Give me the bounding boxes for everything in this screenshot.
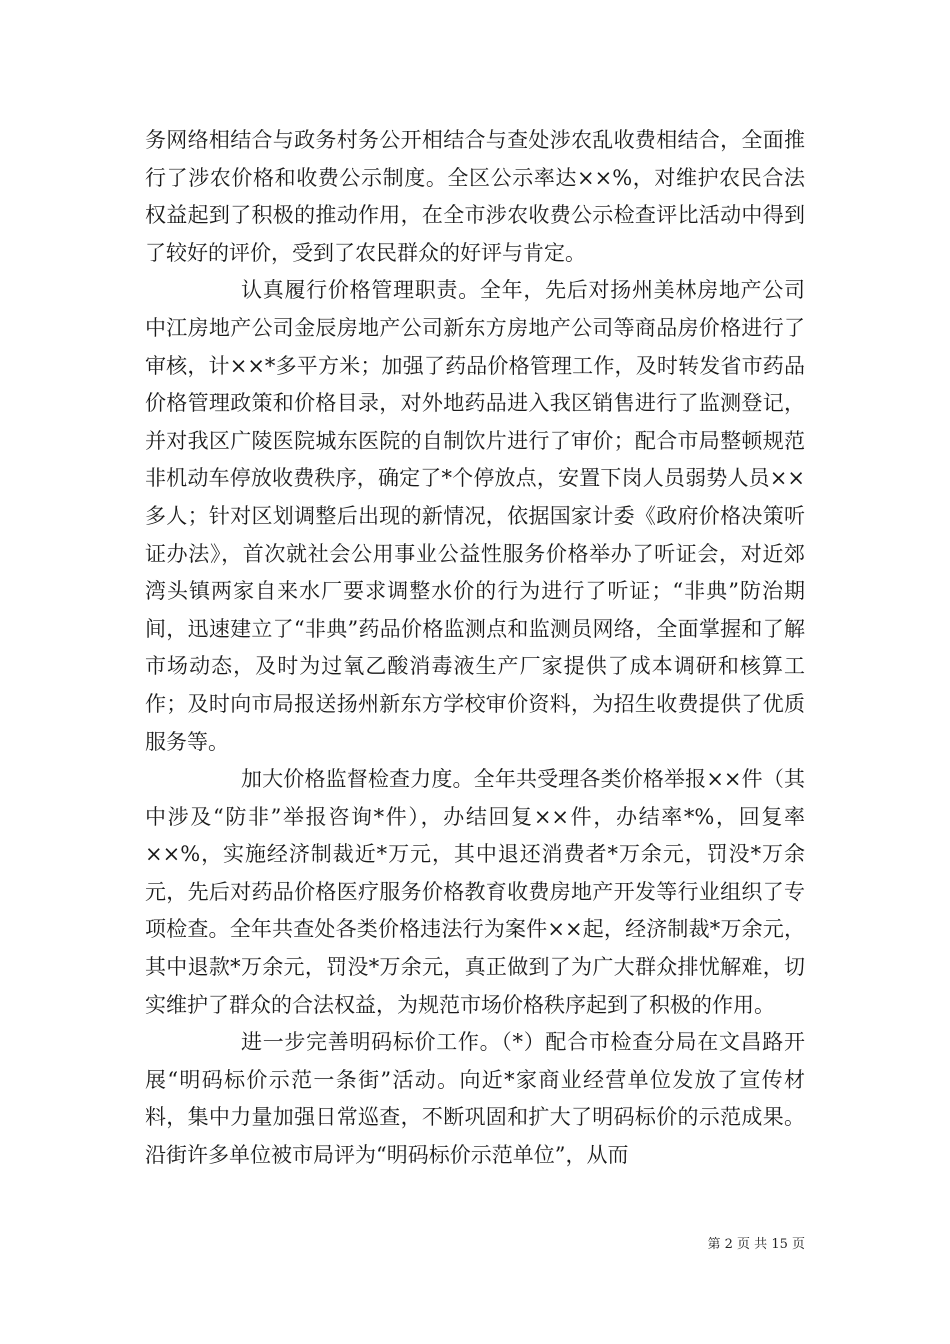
document-body	[145, 122, 805, 1175]
page-number-footer: 第 2 页 共 15 页	[707, 1237, 805, 1252]
paragraph-continuation: 务网络相结合与政务村务公开相结合与查处涉农乱收费相结合，全面推行了涉农价格和收费公示制度。全区公示率达××%，对维护农民合法权益起到了积极的推动作用，在全市涉农收费公示检查评比活动中得到了较好的评价，受到了农民群众的好评与肯定。	[145, 128, 805, 265]
paragraph-clear-price-marking: 进一步完善明码标价工作。（*）配合市检查分局在文昌路开展“明码标价示范一条街”活动。向近*家商业经营单位发放了宣传材料，集中力量加强日常巡查，不断巩固和扩大了明码标价的示范成果。沿街许多单位被市局评为“明码标价示范单位”，从而	[145, 1030, 805, 1168]
paragraph-price-management: 认真履行价格管理职责。全年，先后对扬州美林房地产公司中江房地产公司金辰房地产公司新东方房地产公司等商品房价格进行了审核，计××*多平方米；加强了药品价格管理工作，及时转发省市药品价格管理政策和价格目录，对外地药品进入我区销售进行了监测登记，并对我区广陵医院城东医院的自制饮片进行了审价；配合市局整顿规范非机动车停放收费秩序，确定了*个停放点，安置下岗人员弱势人员××多人；针对区划调整后出现的新情况，依据国家计委《政府价格决策听证办法》，首次就社会公用事业公益性服务价格举办了听证会，对近郊湾头镇两家自来水厂要求调整水价的行为进行了听证；“非典”防治期间，迅速建立了“非典”药品价格监测点和监测员网络，全面掌握和了解市场动态，及时为过氧乙酸消毒液生产厂家提供了成本调研和核算工作；及时向市局报送扬州新东方学校审价资料，为招生收费提供了优质服务等。	[145, 278, 805, 754]
paragraph-price-supervision: 加大价格监督检查力度。全年共受理各类价格举报××件（其中涉及“防非”举报咨询*件），办结回复××件，办结率*%，回复率××%，实施经济制裁近*万元，其中退还消费者*万余元，罚没*万余元，先后对药品价格医疗服务价格教育收费房地产开发等行业组织了专项检查。全年共查处各类价格违法行为案件××起，经济制裁*万余元，其中退款*万余元，罚没*万余元，真正做到了为广大群众排忧解难，切实维护了群众的合法权益，为规范市场价格秩序起到了积极的作用。	[145, 767, 805, 1017]
